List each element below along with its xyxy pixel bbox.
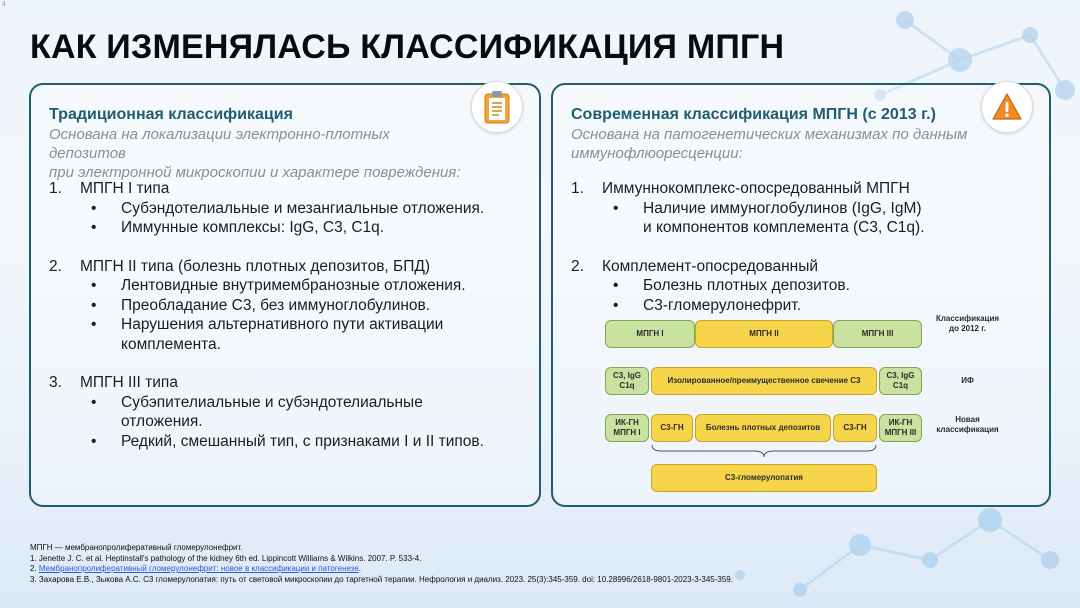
row-label-new-classification: Новая классификация bbox=[936, 415, 999, 434]
panel-subtitle: Основана на патогенетических механизмах по данным иммунофлюоресценции: bbox=[571, 126, 968, 162]
clipboard-icon bbox=[471, 81, 523, 133]
ik-gn-mpgn-1-box: ИК-ГН МПГН I bbox=[605, 414, 649, 442]
panel-heading: Современная классификация МПГН (с 2013 г.) bbox=[571, 106, 936, 123]
panel-heading: Традиционная классификация bbox=[49, 106, 293, 123]
list-item: 1. Иммуннокомплекс-опосредованный МПГН • Наличие иммуноглобулинов (IgG, IgM) и компонентов комплемента (C3, C1q). bbox=[571, 179, 1029, 238]
isolated-c3-box: Изолированное/преимущественное свечение C3 bbox=[651, 367, 877, 395]
mpgn-3-box: МПГН III bbox=[833, 320, 922, 348]
mpgn-1-box: МПГН I bbox=[605, 320, 695, 348]
mpgn-2-box: МПГН II bbox=[695, 320, 833, 348]
modern-classification-panel bbox=[551, 83, 1051, 507]
list-item: 1. МПГН I типа • Субэндотелиальные и мезангиальные отложения. • Иммунные комплексы: IgG, C3, C1q. bbox=[49, 179, 519, 238]
c3-gn-left-box: C3-ГН bbox=[651, 414, 693, 442]
slide-number: 4 bbox=[2, 1, 6, 8]
list-item: 3. МПГН III типа • Субэпителиальные и субэндотелиальные отложения. • Редкий, смешанный тип, с признаками I и II типов. bbox=[49, 373, 519, 451]
ik-gn-mpgn-3-box: ИК-ГН МПГН III bbox=[879, 414, 922, 442]
c3-gn-right-box: C3-ГН bbox=[833, 414, 877, 442]
row-label-if: ИФ bbox=[961, 376, 974, 385]
grouping-brace bbox=[651, 444, 877, 458]
footnote-3: 3. Захарова Е.В., Зыкова А.С. C3 гломерулопатия: путь от световой микроскопии до таргетной терапии. Нефрология и диализ. 2023. 25(3):345-359. doi: 10.28996/2618-9801-2023-3-345-359. bbox=[30, 574, 733, 584]
c3-igg-c1q-left-box: C3, IgG C1q bbox=[605, 367, 649, 395]
warning-icon bbox=[981, 81, 1033, 133]
list-item: 2. МПГН II типа (болезнь плотных депозитов, БПД) • Лентовидные внутримембранозные отложения. • Преобладание C3, без иммуноглобулинов. • Нарушения альтернативного пути активации комплемента. bbox=[49, 257, 519, 355]
classification-diagram bbox=[605, 314, 1045, 500]
footnote-abbreviation: МПГН — мембранопролиферативный гломерулонефрит. bbox=[30, 543, 243, 552]
row-label-old-classification: Классификация до 2012 г. bbox=[935, 314, 1000, 333]
panel-subtitle: Основана на локализации электронно-плотных депозитов при электронной микроскопии и характере повреждения: bbox=[49, 126, 461, 181]
traditional-list bbox=[49, 179, 519, 470]
footnote-2-link[interactable]: Мембранопролиферативный гломерулонефрит: новое в классификации и патогенезе bbox=[38, 564, 359, 573]
footnotes bbox=[30, 543, 733, 585]
modern-list bbox=[571, 179, 1029, 334]
footnote-2: 2. Мембранопролиферативный гломерулонефрит: новое в классификации и патогенезе. bbox=[30, 564, 361, 573]
c3-glomerulopathy-box: C3-гломерулопатия bbox=[651, 464, 877, 492]
dense-deposit-disease-box: Болезнь плотных депозитов bbox=[695, 414, 831, 442]
list-item: 2. Комплемент-опосредованный • Болезнь плотных депозитов. • C3-гломерулонефрит. bbox=[571, 257, 1029, 316]
c3-igg-c1q-right-box: C3, IgG C1q bbox=[879, 367, 922, 395]
footnote-1: 1. Jenette J. C. et al. Heptinstall's pathology of the kidney 6th ed. Lippincott Williams & Wilkins. 2007. P. 533-4. bbox=[30, 553, 422, 563]
traditional-classification-panel bbox=[29, 83, 541, 507]
page-title: КАК ИЗМЕНЯЛАСЬ КЛАССИФИКАЦИЯ МПГН bbox=[30, 28, 785, 66]
